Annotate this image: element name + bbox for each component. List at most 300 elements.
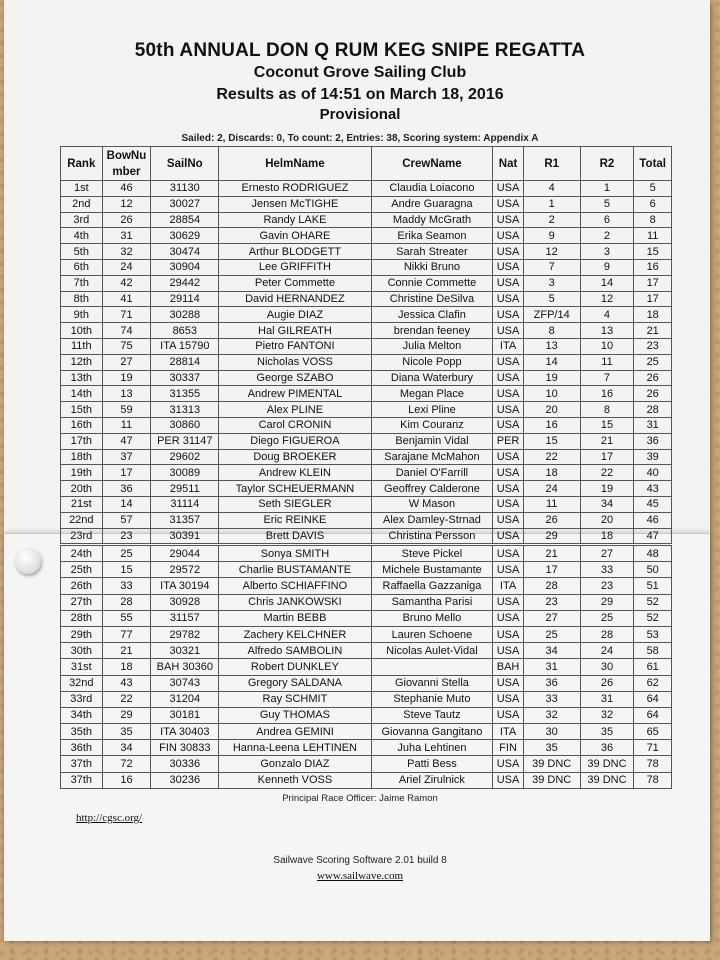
cell-total: 16 xyxy=(634,259,672,275)
table-row xyxy=(61,528,672,544)
cell-r1: 4 xyxy=(523,181,580,197)
table-row xyxy=(61,212,672,228)
table-header-row xyxy=(61,147,672,181)
cell-sail-number: BAH 30360 xyxy=(151,659,219,675)
cell-crew-name: Claudia Loiacono xyxy=(371,181,493,197)
cell-sail-number: 29511 xyxy=(151,481,219,497)
cell-nat: USA xyxy=(493,212,523,228)
table-row xyxy=(61,291,672,307)
cell-r1: 3 xyxy=(523,275,580,291)
cell-r1: 36 xyxy=(523,675,580,691)
cell-nat: USA xyxy=(493,707,523,723)
cell-helm-name: George SZABO xyxy=(219,370,371,386)
cell-total: 45 xyxy=(634,496,672,512)
table-row xyxy=(61,370,672,386)
cell-helm-name: Pietro FANTONI xyxy=(219,338,371,354)
cell-sail-number: 28814 xyxy=(151,354,219,370)
cell-rank: 16th xyxy=(61,417,103,433)
cell-r2: 24 xyxy=(580,643,634,659)
cell-helm-name: Andrew KLEIN xyxy=(219,465,371,481)
cell-r1: 2 xyxy=(523,212,580,228)
cell-r1: 20 xyxy=(523,402,580,418)
cell-nat: USA xyxy=(493,196,523,212)
cell-bow-number: 74 xyxy=(102,323,151,339)
cell-total: 65 xyxy=(634,724,672,740)
cell-total: 15 xyxy=(634,244,672,260)
table-row xyxy=(61,562,672,578)
cell-total: 58 xyxy=(634,643,672,659)
cell-nat: USA xyxy=(493,496,523,512)
cell-rank: 29th xyxy=(61,626,103,642)
table-row xyxy=(61,338,672,354)
cell-r2: 9 xyxy=(580,259,634,275)
cell-rank: 7th xyxy=(61,275,103,291)
cell-sail-number: 30391 xyxy=(151,528,219,544)
cell-bow-number: 77 xyxy=(102,626,151,642)
cell-rank: 5th xyxy=(61,244,103,260)
cell-sail-number: 30743 xyxy=(151,675,219,691)
cell-helm-name: Zachery KELCHNER xyxy=(219,626,371,642)
cell-nat: USA xyxy=(493,259,523,275)
cell-r1: 17 xyxy=(523,562,580,578)
cell-sail-number: 30904 xyxy=(151,259,219,275)
cell-r2: 5 xyxy=(580,196,634,212)
cell-r1: 31 xyxy=(523,659,580,675)
cell-bow-number: 75 xyxy=(102,338,151,354)
cell-nat: USA xyxy=(493,354,523,370)
cell-sail-number: 31357 xyxy=(151,512,219,528)
cell-sail-number: 29602 xyxy=(151,449,219,465)
table-row xyxy=(61,643,672,659)
cell-r2: 32 xyxy=(580,707,634,723)
table-row xyxy=(61,402,672,418)
cell-bow-number: 24 xyxy=(102,259,151,275)
cell-r2: 16 xyxy=(580,386,634,402)
regatta-title: 50th ANNUAL DON Q RUM KEG SNIPE REGATTA xyxy=(134,40,586,61)
cell-r1: 26 xyxy=(523,512,580,528)
cell-total: 39 xyxy=(634,449,672,465)
table-row xyxy=(61,449,672,465)
cell-rank: 33rd xyxy=(61,691,103,707)
cell-bow-number: 22 xyxy=(102,691,151,707)
cell-bow-number: 18 xyxy=(102,659,151,675)
cell-crew-name: W Mason xyxy=(371,496,493,512)
cell-crew-name: Megan Place xyxy=(371,386,493,402)
cell-nat: USA xyxy=(493,228,523,244)
cell-crew-name: Steve Tautz xyxy=(371,707,493,723)
cell-r2: 10 xyxy=(580,338,634,354)
cell-sail-number: ITA 30403 xyxy=(151,724,219,740)
cell-nat: USA xyxy=(493,181,523,197)
cell-bow-number: 29 xyxy=(102,707,151,723)
cell-r1: 18 xyxy=(523,465,580,481)
cell-helm-name: Brett DAVIS xyxy=(219,528,371,544)
cell-helm-name: Robert DUNKLEY xyxy=(219,659,371,675)
column-header-total: Total xyxy=(634,147,672,181)
cell-r2: 1 xyxy=(580,181,634,197)
cell-sail-number: 30860 xyxy=(151,417,219,433)
table-row xyxy=(61,323,672,339)
cell-nat: USA xyxy=(493,528,523,544)
cell-r2: 33 xyxy=(580,562,634,578)
cell-total: 78 xyxy=(634,756,672,772)
cell-total: 61 xyxy=(634,659,672,675)
cell-nat: ITA xyxy=(493,578,523,594)
table-row xyxy=(61,433,672,449)
cell-r1: 33 xyxy=(523,691,580,707)
cell-helm-name: Martin BEBB xyxy=(219,610,371,626)
cell-r1: 34 xyxy=(523,643,580,659)
cell-helm-name: Andrew PIMENTAL xyxy=(219,386,371,402)
cell-r2: 18 xyxy=(580,528,634,544)
cell-sail-number: FIN 30833 xyxy=(151,740,219,756)
cell-total: 40 xyxy=(634,465,672,481)
cell-rank: 22nd xyxy=(61,512,103,528)
cell-total: 18 xyxy=(634,307,672,323)
cell-rank: 1st xyxy=(61,181,103,197)
cell-bow-number: 27 xyxy=(102,354,151,370)
cell-r1: 1 xyxy=(523,196,580,212)
cell-crew-name xyxy=(371,659,493,675)
cell-bow-number: 72 xyxy=(102,756,151,772)
table-row xyxy=(61,181,672,197)
cell-total: 5 xyxy=(634,181,672,197)
cell-r2: 20 xyxy=(580,512,634,528)
cell-rank: 21st xyxy=(61,496,103,512)
cell-crew-name: Lexi Pline xyxy=(371,402,493,418)
cell-sail-number: 30236 xyxy=(151,772,219,788)
cell-nat: USA xyxy=(493,402,523,418)
cell-nat: USA xyxy=(493,546,523,562)
cell-helm-name: Charlie BUSTAMANTE xyxy=(219,562,371,578)
cell-helm-name: Randy LAKE xyxy=(219,212,371,228)
pushpin-icon xyxy=(15,548,41,574)
cell-bow-number: 15 xyxy=(102,562,151,578)
table-row xyxy=(61,594,672,610)
cell-sail-number: 8653 xyxy=(151,323,219,339)
cell-sail-number: PER 31147 xyxy=(151,433,219,449)
cell-rank: 37th xyxy=(61,772,103,788)
cell-helm-name: Alfredo SAMBOLIN xyxy=(219,643,371,659)
cell-total: 52 xyxy=(634,594,672,610)
cell-crew-name: Giovanni Stella xyxy=(371,675,493,691)
cell-sail-number: 29572 xyxy=(151,562,219,578)
cell-r2: 2 xyxy=(580,228,634,244)
cell-bow-number: 46 xyxy=(102,181,151,197)
cell-rank: 27th xyxy=(61,594,103,610)
results-table-page-2 xyxy=(60,545,672,789)
cell-rank: 17th xyxy=(61,433,103,449)
cell-bow-number: 12 xyxy=(102,196,151,212)
cell-crew-name: Bruno Mello xyxy=(371,610,493,626)
cell-crew-name: Sarajane McMahon xyxy=(371,449,493,465)
cell-nat: USA xyxy=(493,481,523,497)
results-timestamp: Results as of 14:51 on March 18, 2016 xyxy=(216,86,504,103)
cell-helm-name: Ray SCHMIT xyxy=(219,691,371,707)
cell-rank: 20th xyxy=(61,481,103,497)
cell-bow-number: 33 xyxy=(102,578,151,594)
table-row xyxy=(61,578,672,594)
table-row xyxy=(61,772,672,788)
cell-helm-name: Gavin OHARE xyxy=(219,228,371,244)
cell-helm-name: Gonzalo DIAZ xyxy=(219,756,371,772)
column-header-helm-name: HelmName xyxy=(219,147,371,181)
cell-total: 23 xyxy=(634,338,672,354)
cell-crew-name: Maddy McGrath xyxy=(371,212,493,228)
cell-sail-number: 29442 xyxy=(151,275,219,291)
cell-helm-name: Sonya SMITH xyxy=(219,546,371,562)
cell-helm-name: Alberto SCHIAFFINO xyxy=(219,578,371,594)
cell-r1: 10 xyxy=(523,386,580,402)
cell-total: 50 xyxy=(634,562,672,578)
cell-crew-name: Jessica Clafin xyxy=(371,307,493,323)
cell-bow-number: 31 xyxy=(102,228,151,244)
column-header-nat: Nat xyxy=(493,147,523,181)
cell-nat: USA xyxy=(493,291,523,307)
cell-nat: USA xyxy=(493,643,523,659)
cell-total: 62 xyxy=(634,675,672,691)
cell-r1: 25 xyxy=(523,626,580,642)
table-row xyxy=(61,756,672,772)
cell-bow-number: 19 xyxy=(102,370,151,386)
cell-r1: 23 xyxy=(523,594,580,610)
cell-rank: 23rd xyxy=(61,528,103,544)
cell-r2: 6 xyxy=(580,212,634,228)
cell-r1: 27 xyxy=(523,610,580,626)
cell-rank: 26th xyxy=(61,578,103,594)
cell-nat: USA xyxy=(493,756,523,772)
cell-bow-number: 36 xyxy=(102,481,151,497)
cell-sail-number: 30288 xyxy=(151,307,219,323)
cell-helm-name: Eric REINKE xyxy=(219,512,371,528)
table-row xyxy=(61,386,672,402)
cell-nat: USA xyxy=(493,562,523,578)
table-row xyxy=(61,307,672,323)
cell-crew-name: Ariel Zirulnick xyxy=(371,772,493,788)
cell-total: 71 xyxy=(634,740,672,756)
cell-crew-name: Samantha Parisi xyxy=(371,594,493,610)
cell-helm-name: Chris JANKOWSKI xyxy=(219,594,371,610)
table-row xyxy=(61,354,672,370)
cell-sail-number: 30181 xyxy=(151,707,219,723)
cell-total: 78 xyxy=(634,772,672,788)
cell-nat: USA xyxy=(493,610,523,626)
cell-total: 11 xyxy=(634,228,672,244)
cell-sail-number: 31114 xyxy=(151,496,219,512)
column-header-sail-number: SailNo xyxy=(151,147,219,181)
cell-nat: ITA xyxy=(493,338,523,354)
cell-bow-number: 13 xyxy=(102,386,151,402)
cell-r2: 23 xyxy=(580,578,634,594)
cell-r1: 32 xyxy=(523,707,580,723)
cell-total: 26 xyxy=(634,370,672,386)
cell-bow-number: 21 xyxy=(102,643,151,659)
cell-bow-number: 34 xyxy=(102,740,151,756)
cell-r2: 12 xyxy=(580,291,634,307)
results-table-page-1 xyxy=(60,146,672,544)
cell-crew-name: Nikki Bruno xyxy=(371,259,493,275)
cell-r1: 39 DNC xyxy=(523,772,580,788)
cell-r2: 39 DNC xyxy=(580,772,634,788)
cell-helm-name: Taylor SCHEUERMANN xyxy=(219,481,371,497)
table-row xyxy=(61,481,672,497)
cell-bow-number: 59 xyxy=(102,402,151,418)
cell-crew-name: Nicolas Aulet-Vidal xyxy=(371,643,493,659)
cell-total: 52 xyxy=(634,610,672,626)
cell-crew-name: Giovanna Gangitano xyxy=(371,724,493,740)
cell-helm-name: Hanna-Leena LEHTINEN xyxy=(219,740,371,756)
cell-crew-name: Christine DeSilva xyxy=(371,291,493,307)
cell-nat: USA xyxy=(493,417,523,433)
cell-total: 46 xyxy=(634,512,672,528)
cell-sail-number: 30474 xyxy=(151,244,219,260)
cell-helm-name: David HERNANDEZ xyxy=(219,291,371,307)
cell-crew-name: Steve Pickel xyxy=(371,546,493,562)
results-status: Provisional xyxy=(319,106,401,123)
cell-rank: 4th xyxy=(61,228,103,244)
cell-bow-number: 25 xyxy=(102,546,151,562)
cell-rank: 32nd xyxy=(61,675,103,691)
cell-helm-name: Carol CRONIN xyxy=(219,417,371,433)
cell-total: 21 xyxy=(634,323,672,339)
cell-crew-name: Nicole Popp xyxy=(371,354,493,370)
cell-sail-number: 30337 xyxy=(151,370,219,386)
cell-crew-name: Lauren Schoene xyxy=(371,626,493,642)
cell-rank: 25th xyxy=(61,562,103,578)
cell-crew-name: Connie Commette xyxy=(371,275,493,291)
race-officer: Principal Race Officer: Jaime Ramon xyxy=(282,793,438,804)
cell-sail-number: 31355 xyxy=(151,386,219,402)
cell-nat: USA xyxy=(493,675,523,691)
cell-nat: USA xyxy=(493,449,523,465)
cell-helm-name: Peter Commette xyxy=(219,275,371,291)
cell-rank: 24th xyxy=(61,546,103,562)
table-row xyxy=(61,417,672,433)
table-row xyxy=(61,512,672,528)
cell-r2: 34 xyxy=(580,496,634,512)
cell-helm-name: Nicholas VOSS xyxy=(219,354,371,370)
cell-crew-name: Erika Seamon xyxy=(371,228,493,244)
table-row xyxy=(61,610,672,626)
cell-r1: 19 xyxy=(523,370,580,386)
table-row xyxy=(61,496,672,512)
cell-bow-number: 43 xyxy=(102,675,151,691)
cell-nat: USA xyxy=(493,465,523,481)
cell-nat: USA xyxy=(493,594,523,610)
cell-r2: 22 xyxy=(580,465,634,481)
cell-rank: 18th xyxy=(61,449,103,465)
cell-r1: 16 xyxy=(523,417,580,433)
cell-crew-name: brendan feeney xyxy=(371,323,493,339)
cell-helm-name: Augie DIAZ xyxy=(219,307,371,323)
cell-total: 53 xyxy=(634,626,672,642)
cell-helm-name: Gregory SALDANA xyxy=(219,675,371,691)
club-name: Coconut Grove Sailing Club xyxy=(253,64,467,81)
cell-rank: 35th xyxy=(61,724,103,740)
cell-helm-name: Arthur BLODGETT xyxy=(219,244,371,260)
cell-r2: 3 xyxy=(580,244,634,260)
cell-bow-number: 41 xyxy=(102,291,151,307)
cell-bow-number: 16 xyxy=(102,772,151,788)
cell-sail-number: 30629 xyxy=(151,228,219,244)
cell-r2: 17 xyxy=(580,449,634,465)
cell-bow-number: 42 xyxy=(102,275,151,291)
table-row xyxy=(61,196,672,212)
column-header-bow-number: BowNu mber xyxy=(102,147,151,181)
cell-bow-number: 14 xyxy=(102,496,151,512)
cell-sail-number: 31130 xyxy=(151,181,219,197)
cell-helm-name: Seth SIEGLER xyxy=(219,496,371,512)
cell-total: 17 xyxy=(634,275,672,291)
cell-rank: 12th xyxy=(61,354,103,370)
cell-r1: 28 xyxy=(523,578,580,594)
cell-helm-name: Doug BROEKER xyxy=(219,449,371,465)
sailwave-link[interactable]: www.sailwave.com xyxy=(316,870,404,882)
cell-sail-number: 30027 xyxy=(151,196,219,212)
club-website-link[interactable]: http://cgsc.org/ xyxy=(76,812,143,824)
cell-sail-number: ITA 30194 xyxy=(151,578,219,594)
cell-r1: 8 xyxy=(523,323,580,339)
cell-total: 8 xyxy=(634,212,672,228)
cell-total: 43 xyxy=(634,481,672,497)
cell-crew-name: Juha Lehtinen xyxy=(371,740,493,756)
cell-rank: 8th xyxy=(61,291,103,307)
cell-r2: 25 xyxy=(580,610,634,626)
cell-r2: 13 xyxy=(580,323,634,339)
cell-bow-number: 37 xyxy=(102,449,151,465)
cell-bow-number: 57 xyxy=(102,512,151,528)
cell-bow-number: 55 xyxy=(102,610,151,626)
cell-r1: 12 xyxy=(523,244,580,260)
cell-sail-number: 30336 xyxy=(151,756,219,772)
cell-rank: 37th xyxy=(61,756,103,772)
cell-nat: BAH xyxy=(493,659,523,675)
cell-bow-number: 11 xyxy=(102,417,151,433)
cell-total: 26 xyxy=(634,386,672,402)
cell-crew-name: Geoffrey Calderone xyxy=(371,481,493,497)
cell-rank: 15th xyxy=(61,402,103,418)
cell-r1: 9 xyxy=(523,228,580,244)
table-row xyxy=(61,465,672,481)
cell-r1: 11 xyxy=(523,496,580,512)
cell-crew-name: Michele Bustamante xyxy=(371,562,493,578)
cell-rank: 36th xyxy=(61,740,103,756)
cell-bow-number: 26 xyxy=(102,212,151,228)
cell-helm-name: Guy THOMAS xyxy=(219,707,371,723)
cell-r2: 4 xyxy=(580,307,634,323)
cell-crew-name: Diana Waterbury xyxy=(371,370,493,386)
cell-bow-number: 23 xyxy=(102,528,151,544)
cell-rank: 9th xyxy=(61,307,103,323)
cell-r1: 35 xyxy=(523,740,580,756)
cell-nat: USA xyxy=(493,275,523,291)
cell-helm-name: Hal GILREATH xyxy=(219,323,371,339)
cell-rank: 34th xyxy=(61,707,103,723)
table-row xyxy=(61,626,672,642)
cell-rank: 11th xyxy=(61,338,103,354)
cell-crew-name: Andre Guaragna xyxy=(371,196,493,212)
cell-total: 31 xyxy=(634,417,672,433)
cell-total: 51 xyxy=(634,578,672,594)
table-row xyxy=(61,228,672,244)
cell-sail-number: ITA 15790 xyxy=(151,338,219,354)
cell-total: 36 xyxy=(634,433,672,449)
cell-nat: USA xyxy=(493,512,523,528)
cell-total: 64 xyxy=(634,707,672,723)
cell-bow-number: 47 xyxy=(102,433,151,449)
cell-nat: USA xyxy=(493,691,523,707)
cell-crew-name: Raffaella Gazzaniga xyxy=(371,578,493,594)
